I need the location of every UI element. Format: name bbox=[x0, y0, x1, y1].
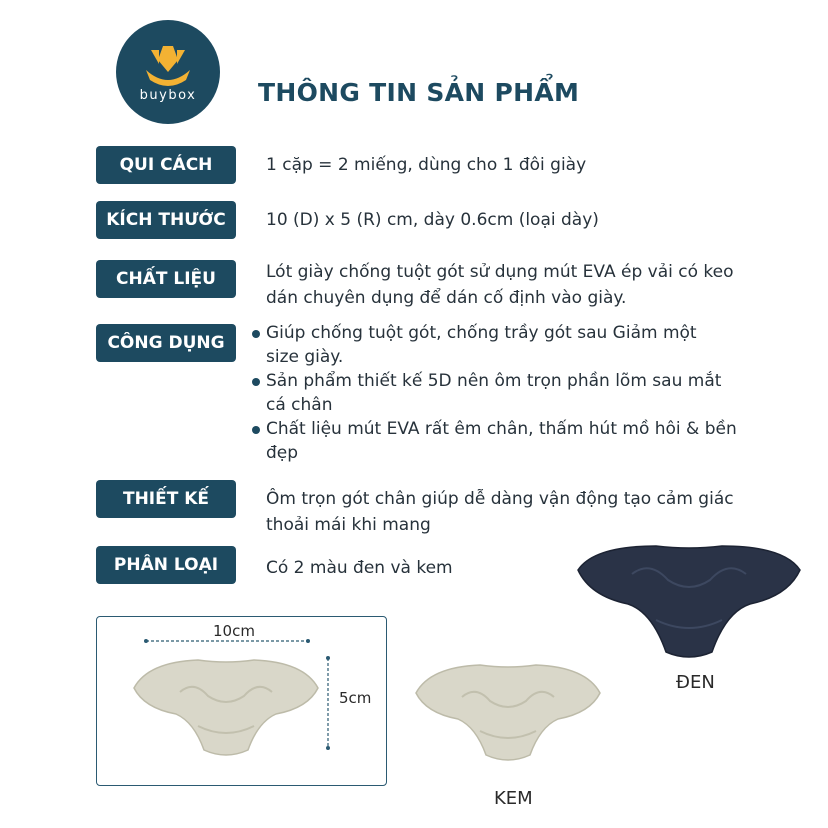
cong-dung-list bbox=[250, 321, 750, 465]
label-qui-cach: QUI CÁCH bbox=[96, 146, 236, 184]
list-item bbox=[250, 369, 736, 417]
list-item bbox=[250, 321, 706, 369]
bullet-icon bbox=[252, 426, 260, 434]
bullet-text: Sản phẩm thiết kế 5D nên ôm trọn phần lõm sau mắt cá chân bbox=[266, 371, 722, 415]
label-phan-loai: PHÂN LOẠI bbox=[96, 546, 236, 584]
brand-logo-mark bbox=[116, 20, 220, 124]
height-label: 5cm bbox=[339, 689, 372, 707]
list-item bbox=[250, 417, 756, 465]
value-kich-thuoc: 10 (D) x 5 (R) cm, dày 0.6cm (loại dày) bbox=[266, 210, 599, 230]
width-label: 10cm bbox=[213, 622, 255, 640]
label-thiet-ke: THIẾT KẾ bbox=[96, 480, 236, 518]
bullet-text: Chất liệu mút EVA rất êm chân, thấm hút mồ hôi & bền đẹp bbox=[266, 419, 737, 463]
black-color-label: ĐEN bbox=[676, 672, 715, 693]
bullet-text: Giúp chống tuột gót, chống trầy gót sau Giảm một size giày. bbox=[266, 323, 697, 367]
bullet-icon bbox=[252, 378, 260, 386]
black-pad-image bbox=[572, 540, 806, 664]
value-phan-loai: Có 2 màu đen và kem bbox=[266, 558, 453, 578]
page-title: THÔNG TIN SẢN PHẨM bbox=[258, 78, 580, 107]
cream-color-label: KEM bbox=[494, 788, 533, 809]
value-chat-lieu: Lót giày chống tuột gót sử dụng mút EVA ép vải có keo dán chuyên dụng để dán cố định vào giày. bbox=[266, 262, 734, 308]
brand-logo bbox=[116, 20, 220, 124]
label-kich-thuoc: KÍCH THƯỚC bbox=[96, 201, 236, 239]
value-thiet-ke: Ôm trọn gót chân giúp dễ dàng vận động tạo cảm giác thoải mái khi mang bbox=[266, 489, 734, 535]
bullet-icon bbox=[252, 330, 260, 338]
value-qui-cach: 1 cặp = 2 miếng, dùng cho 1 đôi giày bbox=[266, 155, 587, 175]
label-chat-lieu: CHẤT LIỆU bbox=[96, 260, 236, 298]
cream-pad-image bbox=[128, 652, 324, 762]
brand-name: buybox bbox=[139, 88, 197, 103]
label-cong-dung: CÔNG DỤNG bbox=[96, 324, 236, 362]
cream-pad-image bbox=[410, 657, 606, 767]
